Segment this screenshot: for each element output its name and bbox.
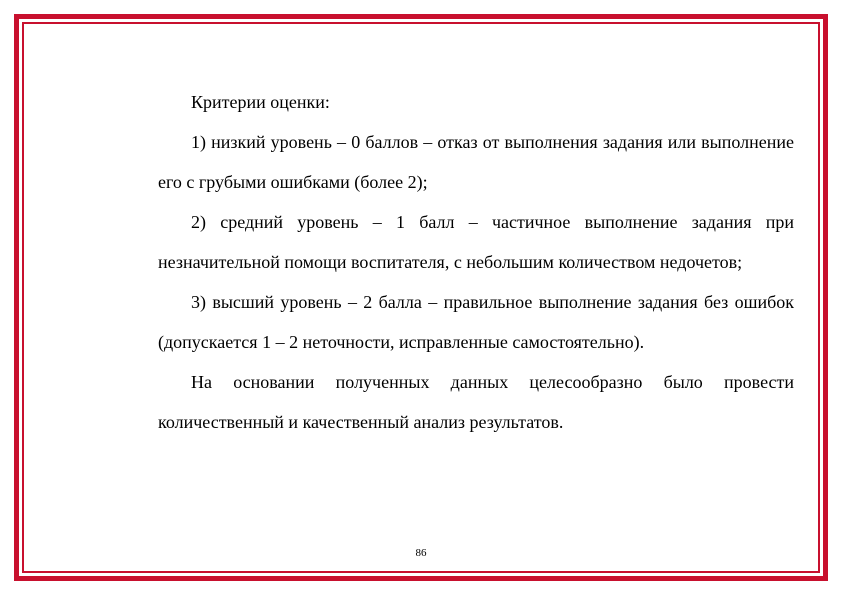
- criterion-medium-level: 2) средний уровень – 1 балл – частичное выполнение задания при незначительной помощи воспитателя, с небольшим количеством недочетов;: [158, 212, 794, 272]
- conclusion-paragraph: На основании полученных данных целесообразно было провести количественный и качественный анализ результатов.: [158, 372, 794, 432]
- criteria-heading: Критерии оценки:: [191, 92, 330, 112]
- criterion-low-level: 1) низкий уровень – 0 баллов – отказ от выполнения задания или выполнение его с грубыми ошибками (более 2);: [158, 132, 794, 192]
- document-body: [158, 82, 794, 442]
- criterion-high-level: 3) высший уровень – 2 балла – правильное выполнение задания без ошибок (допускается 1 – 2 неточности, исправленные самостоятельно).: [158, 292, 794, 352]
- page-number: 86: [415, 547, 427, 559]
